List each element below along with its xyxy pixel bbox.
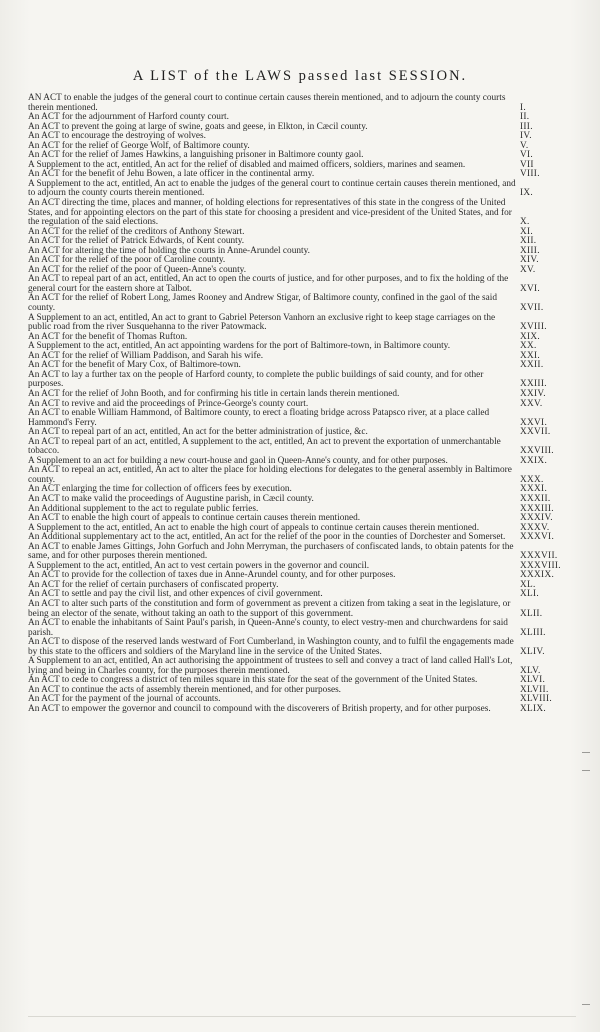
act-number: XIII. <box>520 245 540 256</box>
act-number: XXVIII. <box>520 446 554 457</box>
act-title: An ACT to repeal part of an act, entitled, An act for the better administration of justice, &c. <box>28 427 368 438</box>
act-number: XLI. <box>520 589 540 600</box>
page-title: A LIST of the LAWS passed last SESSION. <box>132 68 468 84</box>
act-entry <box>28 409 576 428</box>
act-title: An ACT to make valid the proceedings of Augustine parish, in Cæcil county. <box>28 493 314 504</box>
act-number: XLVI. <box>520 675 546 686</box>
act-title: An ACT for the relief of certain purchasers of confiscated property. <box>28 579 279 590</box>
act-title: An ACT to revive and aid the proceedings of Prince-George's county court. <box>28 398 309 409</box>
act-number: XIX. <box>520 331 541 342</box>
act-entry <box>28 619 576 638</box>
act-number: XXXVIII. <box>520 560 561 571</box>
act-title: AN ACT to enable the judges of the general court to continue certain causes therein mentioned, and to adjourn the county courts therein mentioned. <box>28 93 506 113</box>
act-number: XLIX. <box>520 704 547 714</box>
act-title: An ACT to encourage the destroying of wolves. <box>28 131 206 142</box>
act-number: XXXVI. <box>520 532 555 543</box>
act-title: A Supplement to an act, entitled, An act authorising the appointment of trustees to sell and convey a tract of land called Hall's Lot, lying and being in Charles county, for the purposes therein mentioned. <box>28 656 513 676</box>
act-number: XXIII. <box>520 379 547 390</box>
act-number: XXI. <box>520 350 541 361</box>
act-title: An ACT to repeal part of an act, entitled, An act to open the courts of justice, and for other purposes, and to fix the holding of the general court for the eastern shore at Talbot. <box>28 274 509 294</box>
acts-list <box>28 94 576 715</box>
act-title: An ACT to lay a further tax on the people of Harford county, to complete the public buildings of said county, and for other purposes. <box>28 369 484 390</box>
act-number: I. <box>520 102 527 113</box>
act-title: An ACT for the relief of Patrick Edwards, of Kent county. <box>28 236 245 247</box>
act-title: An ACT to enable William Hammond, of Baltimore county, to erect a floating bridge across Patapsco river, at a place called Hammond's Ferry. <box>28 408 490 428</box>
act-title: An ACT for the relief of John Booth, and for confirming his title in certain lands therein mentioned. <box>28 388 400 399</box>
act-number: XLV. <box>520 665 541 676</box>
act-entry <box>28 180 576 199</box>
act-number: III. <box>520 121 533 132</box>
act-title: An ACT for the relief of Robert Long, James Rooney and Andrew Stigar, of Baltimore county, confined in the gaol of the said county. <box>28 293 498 314</box>
act-entry <box>28 438 576 457</box>
act-title: An ACT for the benefit of Mary Cox, of Baltimore-town. <box>28 360 241 371</box>
act-title: An ACT to repeal an act, entitled, An act to alter the place for holding elections for delegates to the general assembly in Baltimore county. <box>28 465 512 485</box>
act-title: An ACT to dispose of the reserved lands westward of Fort Cumberland, in Washington county, and to fulfil the engagements made by this state to the officers and soldiers of the Maryland line in the service of the United States. <box>28 637 514 657</box>
act-title: A Supplement to the act, entitled, An act appointing wardens for the port of Baltimore-town, in Baltimore county. <box>28 341 451 352</box>
act-title: An ACT for the benefit of Jehu Bowen, a late officer in the continental army. <box>28 169 315 180</box>
act-title: An ACT for the relief of James Hawkins, a languishing prisoner in Baltimore county gaol. <box>28 150 364 161</box>
act-title: A Supplement to the act, entitled, An act to enable the judges of the general court to continue certain causes therein mentioned, and to adjourn the county courts therein mentioned. <box>28 178 516 199</box>
act-number: XL. <box>520 579 536 590</box>
act-title: A Supplement to the act, entitled, An act to vest certain powers in the governor and council. <box>28 560 370 571</box>
act-title: An Additional supplement to the act to regulate public ferries. <box>28 503 259 514</box>
act-number: XXXII. <box>520 493 551 504</box>
act-title: A Supplement to the act, entitled, An act for the relief of disabled and maimed officers, soldiers, marines and seamen. <box>28 159 466 170</box>
act-number: XLIV. <box>520 646 545 657</box>
act-title: An ACT for the relief of George Wolf, of Baltimore county. <box>28 140 250 151</box>
act-number: XXXV. <box>520 522 550 533</box>
act-title: A Supplement to an act for building a new court-house and gaol in Queen-Anne's county, and for other purposes. <box>28 455 448 466</box>
act-entry <box>28 275 576 294</box>
act-number: XXXVII. <box>520 551 558 562</box>
act-number: XV. <box>520 264 536 275</box>
act-number: IX. <box>520 188 534 199</box>
act-title: An ACT to settle and pay the civil list, and other expences of civil government. <box>28 589 323 600</box>
act-entry <box>28 371 576 390</box>
act-number: XXXI. <box>520 484 548 495</box>
act-number: VIII. <box>520 169 540 180</box>
act-number: XXXIV. <box>520 513 553 524</box>
act-number: XX. <box>520 341 537 352</box>
act-title: An ACT for the relief of the poor of Queen-Anne's county. <box>28 264 247 275</box>
act-title: An ACT directing the time, places and manner, of holding elections for representatives of this state in the congress of the United States, and for appointing electors on the part of this state for choosing a president and vice-president of the United States, and for the regulation of the said elections. <box>28 198 512 228</box>
act-number: V. <box>520 140 529 151</box>
act-number: XLVIII. <box>520 694 552 705</box>
act-title: An ACT to enable the high court of appeals to continue certain causes therein mentioned. <box>28 513 361 524</box>
act-title: An ACT to alter such parts of the constitution and form of government as prevent a citizen from taking a seat in the legislature, or being an elector of the senate, without taking an oath to the support of this government. <box>28 598 511 619</box>
act-title: An Additional supplementary act to the act, entitled, An act for the relief of the poor in the counties of Dorchester and Somerset. <box>28 532 506 543</box>
bottom-rule <box>28 1016 576 1017</box>
act-number: VII <box>520 159 534 170</box>
act-title: An ACT to enable James Gittings, John Gorfuch and John Merryman, the purchasers of confiscated lands, to obtain patents for the same, and for other purposes therein mentioned. <box>28 541 514 562</box>
act-title: A Supplement to the act, entitled, An act to enable the high court of appeals to continue certain causes therein mentioned. <box>28 522 480 533</box>
act-entry <box>28 657 576 676</box>
act-title: An ACT to continue the acts of assembly therein mentioned, and for other purposes. <box>28 684 342 695</box>
act-entry <box>28 94 576 113</box>
edge-mark <box>582 770 590 771</box>
act-number: XXVI. <box>520 417 548 428</box>
act-title: An ACT to cede to congress a district of ten miles square in this state for the seat of the government of the United States. <box>28 675 478 686</box>
act-number: XXX. <box>520 474 544 485</box>
act-entry <box>28 314 576 333</box>
act-number: XLIII. <box>520 627 546 638</box>
act-title: An ACT to empower the governor and council to compound with the discoverers of British property, and for other purposes. <box>28 704 491 714</box>
act-number: II. <box>520 112 530 123</box>
act-number: XVI. <box>520 283 541 294</box>
act-entry <box>28 199 576 228</box>
act-title: An ACT to prevent the going at large of swine, goats and geese, in Elkton, in Cæcil county. <box>28 121 368 132</box>
act-number: IV. <box>520 131 532 142</box>
act-title: An ACT for altering the time of holding the courts in Anne-Arundel county. <box>28 245 310 256</box>
edge-mark <box>582 752 590 753</box>
act-entry <box>28 705 576 715</box>
act-title: An ACT for the relief of the creditors of Anthony Stewart. <box>28 226 245 237</box>
act-number: XLVII. <box>520 684 549 695</box>
act-number: XLII. <box>520 608 543 619</box>
act-title: An ACT for the benefit of Thomas Rufton. <box>28 331 188 342</box>
act-title: A Supplement to an act, entitled, An act to grant to Gabriel Peterson Vanhorn an exclusive right to keep stage carriages on the public road from the river Susquehanna to the river Patowmack. <box>28 312 496 333</box>
act-number: VI. <box>520 150 534 161</box>
act-title: An ACT to repeal part of an act, entitled, A supplement to the act, entitled, An act to prevent the exportation of unmerchantable tobacco. <box>28 436 501 457</box>
act-entry <box>28 600 576 619</box>
act-title: An ACT to provide for the collection of taxes due in Anne-Arundel county, and for other purposes. <box>28 570 396 581</box>
act-number: XXV. <box>520 398 543 409</box>
act-number: XXXIX. <box>520 570 555 581</box>
act-title: An ACT for the adjournment of Harford county court. <box>28 112 229 123</box>
act-number: XII. <box>520 236 537 247</box>
act-entry <box>28 466 576 485</box>
act-number: X. <box>520 217 530 228</box>
act-number: XXIX. <box>520 455 548 466</box>
act-title: An ACT for the relief of William Paddison, and Sarah his wife. <box>28 350 264 361</box>
act-number: XIV. <box>520 255 539 266</box>
act-entry <box>28 294 576 313</box>
act-number: XXIV. <box>520 388 546 399</box>
act-entry <box>28 638 576 657</box>
act-number: XVIII. <box>520 322 547 333</box>
act-entry <box>28 543 576 562</box>
act-number: XXVII. <box>520 427 551 438</box>
act-number: XXII. <box>520 360 544 371</box>
act-title: An ACT for the payment of the journal of accounts. <box>28 694 221 705</box>
edge-mark <box>582 1004 590 1005</box>
act-number: XI. <box>520 226 534 237</box>
act-title: An ACT enlarging the time for collection of officers fees by execution. <box>28 484 292 495</box>
act-title: An ACT for the relief of the poor of Caroline county. <box>28 255 226 266</box>
act-number: XXXIII. <box>520 503 554 514</box>
act-number: XVII. <box>520 303 544 314</box>
act-title: An ACT to enable the inhabitants of Saint Paul's parish, in Queen-Anne's county, to elect vestry-men and churchwardens for said parish. <box>28 618 508 638</box>
